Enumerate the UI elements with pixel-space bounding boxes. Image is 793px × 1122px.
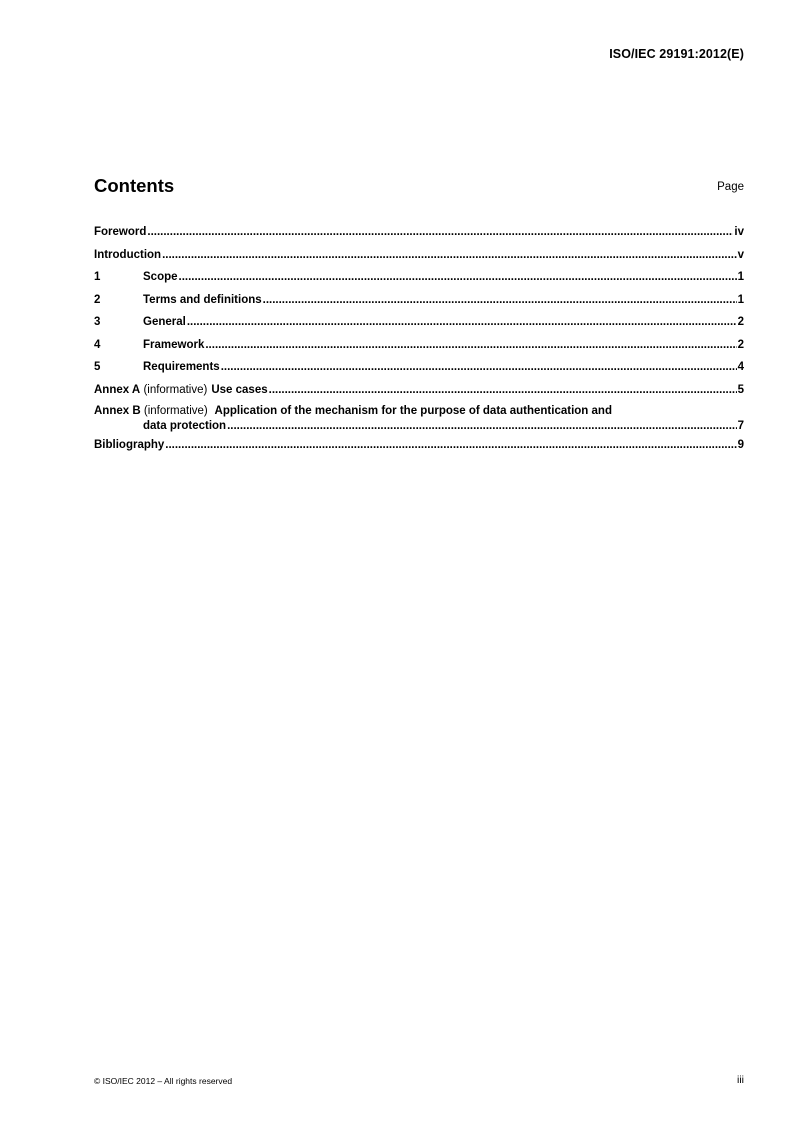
toc-entry-page: 4: [737, 361, 744, 373]
toc-entry-page: v: [737, 248, 744, 261]
toc-entry-title-line2: data protection: [143, 420, 227, 432]
toc-entry-title: Bibliography: [94, 439, 165, 451]
toc-leader-dots: [227, 419, 737, 434]
toc-entry-number: 4: [94, 338, 101, 351]
toc-leader-dots: [147, 224, 733, 240]
toc-entry-title: Framework: [143, 338, 205, 351]
toc-entry-foreword[interactable]: [94, 224, 744, 247]
toc-entry-scope[interactable]: [94, 269, 744, 292]
toc-entry-introduction[interactable]: [94, 247, 744, 270]
toc-entry-title-line1: Application of the mechanism for the purpose of data authentication and: [214, 405, 612, 417]
toc-leader-dots: [165, 437, 736, 453]
contents-title: Contents: [94, 175, 175, 196]
annex-label: Annex A: [94, 383, 141, 396]
toc-entry-bibliography[interactable]: [94, 437, 744, 460]
toc-entry-title: Requirements: [143, 361, 220, 373]
toc-entry-title: General: [143, 316, 186, 328]
toc-leader-dots: [187, 314, 737, 330]
toc-entry-title: Foreword: [94, 226, 147, 238]
toc-entry-page: iv: [734, 226, 744, 238]
toc-entry-framework[interactable]: [94, 337, 744, 360]
toc-leader-dots: [205, 337, 736, 353]
toc-entry-page: 1: [737, 293, 744, 306]
toc-entry-general[interactable]: [94, 314, 744, 337]
toc-entry-page: 2: [737, 338, 744, 351]
toc-entry-number: 5: [94, 361, 101, 373]
toc-entry-number: 2: [94, 293, 101, 306]
toc-entry-page: 9: [737, 439, 744, 451]
annex-kind: (informative): [143, 383, 208, 396]
footer-copyright: © ISO/IEC 2012 – All rights reserved: [94, 1076, 233, 1086]
toc-entry-page: 7: [737, 420, 744, 432]
toc-entry-annex-a[interactable]: [94, 382, 744, 405]
toc-entry-page: 5: [737, 383, 744, 396]
annex-label: Annex B: [94, 405, 141, 417]
toc-entry-annex-b[interactable]: [94, 404, 744, 437]
toc-leader-dots: [162, 247, 737, 263]
toc-leader-dots: [179, 269, 737, 285]
footer-page-number: iii: [737, 1074, 744, 1086]
toc-leader-dots: [269, 382, 737, 398]
page-column-label: Page: [717, 181, 744, 193]
table-of-contents: [94, 224, 744, 460]
toc-entry-title: Scope: [143, 271, 178, 283]
toc-entry-title: Use cases: [211, 383, 268, 396]
toc-entry-number: 3: [94, 316, 101, 328]
toc-entry-terms-and-definitions[interactable]: [94, 292, 744, 315]
toc-entry-page: 1: [737, 271, 744, 283]
toc-entry-title: Terms and definitions: [143, 293, 262, 306]
document-id: ISO/IEC 29191:2012(E): [609, 47, 744, 61]
toc-entry-page: 2: [737, 316, 744, 328]
toc-leader-dots: [263, 292, 737, 308]
toc-entry-number: 1: [94, 271, 101, 283]
toc-leader-dots: [221, 359, 737, 375]
toc-entry-title: Introduction: [94, 248, 162, 261]
annex-kind: (informative): [143, 405, 208, 417]
toc-entry-requirements[interactable]: [94, 359, 744, 382]
